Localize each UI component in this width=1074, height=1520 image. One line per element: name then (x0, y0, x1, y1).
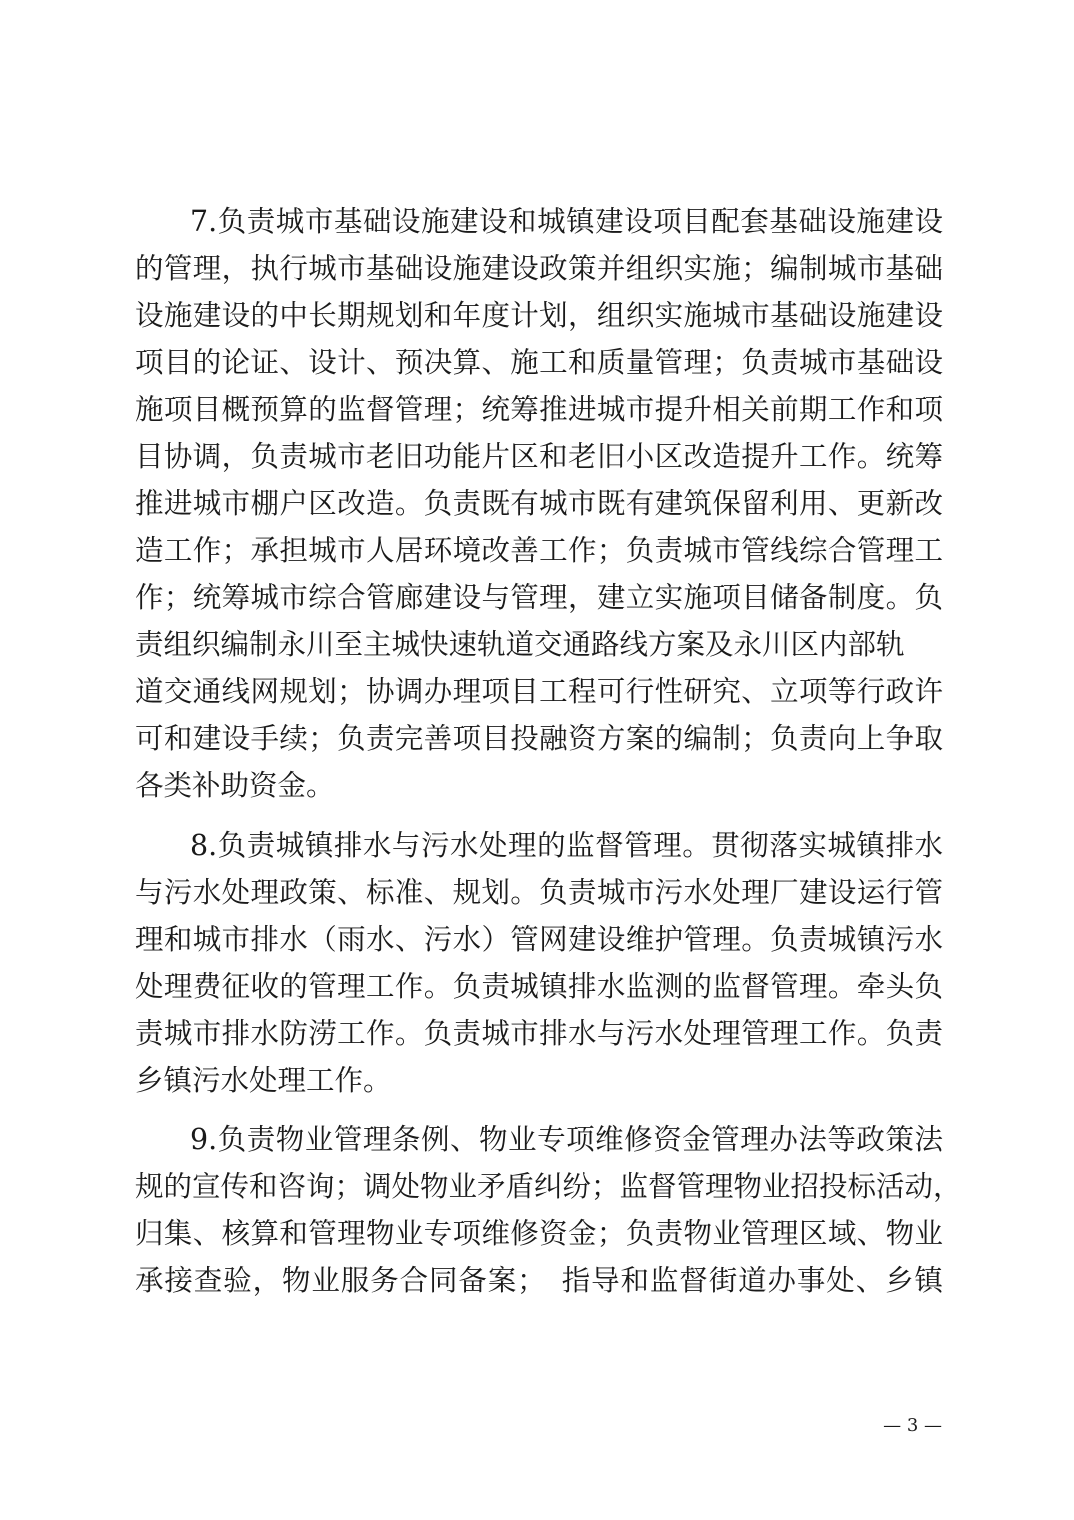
paragraph-9-line-1: 9.负责物业管理条例、物业专项维修资金管理办法等政策法 (190, 1123, 943, 1156)
paragraph-7-line-10: 责组织编制永川至主城快速轨道交通路线方案及永川区内部轨 (135, 628, 905, 661)
paragraph-7-line-8: 造工作；承担城市人居环境改善工作；负责城市管线综合管理工 (135, 534, 943, 567)
paragraph-9-line-4: 承接查验，物业服务合同备案； 指导和监督街道办事处、乡镇 (135, 1264, 943, 1297)
paragraph-7-line-12: 可和建设手续；负责完善项目投融资方案的编制；负责向上争取 (135, 722, 943, 755)
paragraph-8-line-1: 8.负责城镇排水与污水处理的监督管理。贯彻落实城镇排水 (190, 829, 943, 862)
paragraph-7-line-11: 道交通线网规划；协调办理项目工程可行性研究、立项等行政许 (135, 675, 943, 708)
paragraph-7-line-13: 各类补助资金。 (135, 769, 335, 802)
paragraph-7-line-7: 推进城市棚户区改造。负责既有城市既有建筑保留利用、更新改 (135, 487, 943, 520)
paragraph-8-line-3: 理和城市排水（雨水、污水）管网建设维护管理。负责城镇污水 (135, 923, 943, 956)
paragraph-8-line-4: 处理费征收的管理工作。负责城镇排水监测的监督管理。牵头负 (135, 970, 943, 1003)
paragraph-7-line-9: 作；统筹城市综合管廊建设与管理，建立实施项目储备制度。负 (135, 581, 943, 614)
page-number: — 3 — (883, 1415, 942, 1436)
paragraph-8-line-5: 责城市排水防涝工作。负责城市排水与污水处理管理工作。负责 (135, 1017, 943, 1050)
paragraph-7-line-2: 的管理，执行城市基础设施建设政策并组织实施；编制城市基础 (135, 252, 943, 285)
paragraph-7-line-6: 目协调，负责城市老旧功能片区和老旧小区改造提升工作。统筹 (135, 440, 943, 473)
paragraph-9-line-2: 规的宣传和咨询；调处物业矛盾纠纷；监督管理物业招投标活动， (135, 1170, 962, 1203)
paragraph-9-line-3: 归集、核算和管理物业专项维修资金；负责物业管理区域、物业 (135, 1217, 943, 1250)
paragraph-7-line-5: 施项目概预算的监督管理；统筹推进城市提升相关前期工作和项 (135, 393, 943, 426)
paragraph-7-line-3: 设施建设的中长期规划和年度计划，组织实施城市基础设施建设 (135, 299, 943, 332)
paragraph-7-line-1: 7.负责城市基础设施建设和城镇建设项目配套基础设施建设 (190, 205, 943, 238)
paragraph-8-line-6: 乡镇污水处理工作。 (135, 1064, 392, 1097)
paragraph-7-line-4: 项目的论证、设计、预决算、施工和质量管理；负责城市基础设 (135, 346, 943, 379)
paragraph-8-line-2: 与污水处理政策、标准、规划。负责城市污水处理厂建设运行管 (135, 876, 943, 909)
